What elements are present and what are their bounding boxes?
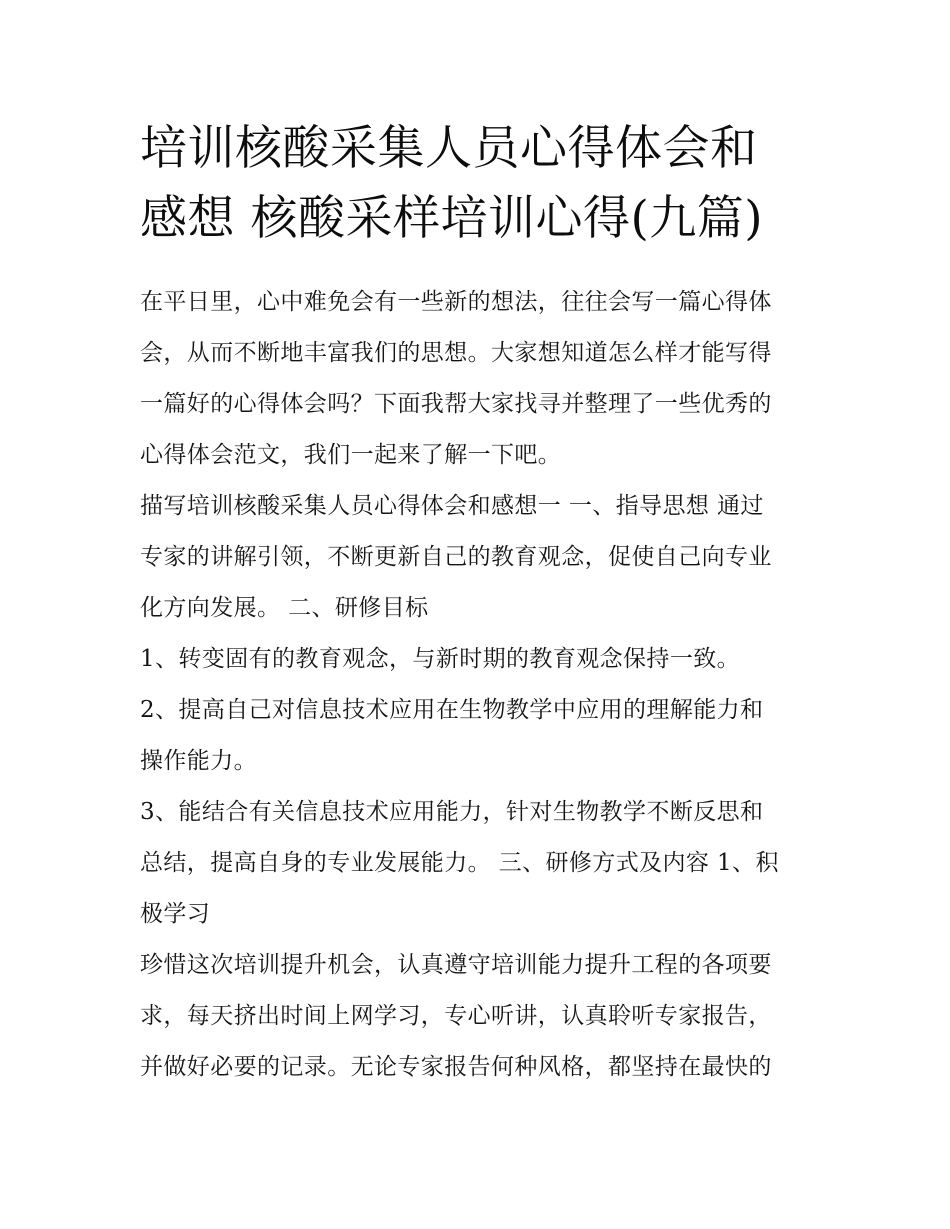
document-title [140,114,820,254]
paragraph-line: 描写培训核酸采集人员心得体会和感想一 一、指导思想 通过 [140,493,764,519]
paragraph-line: 操作能力。 [140,748,257,774]
paragraph-line: 一篇好的心得体会吗？下面我帮大家找寻并整理了一些优秀的 [140,391,772,417]
paragraph-line: 专家的讲解引领，不断更新自己的教育观念，促使自己向专业 [140,544,772,570]
paragraph-line: 心得体会范文，我们一起来了解一下吧。 [140,442,562,468]
paragraph-line: 3、能结合有关信息技术应用能力，针对生物教学不断反思和 [140,799,764,825]
paragraph-line: 珍惜这次培训提升机会，认真遵守培训能力提升工程的各项要 [140,952,772,978]
paragraph-line: 在平日里，心中难免会有一些新的想法，往往会写一篇心得体 [140,289,772,315]
paragraph-line: 总结，提高自身的专业发展能力。 三、研修方式及内容 1、积 [140,850,779,876]
paragraph-line: 会，从而不断地丰富我们的思想。大家想知道怎么样才能写得 [140,340,772,366]
paragraph-line: 1、转变固有的教育观念，与新时期的教育观念保持一致。 [140,646,741,672]
paragraph-line: 2、提高自己对信息技术应用在生物教学中应用的理解能力和 [140,697,764,723]
paragraph-line: 求，每天挤出时间上网学习，专心听讲，认真聆听专家报告， [140,1003,772,1029]
title-line: 感想 核酸采样培训心得(九篇) [140,191,764,246]
paragraph-line: 化方向发展。 二、研修目标 [140,595,429,621]
paragraph-line: 并做好必要的记录。无论专家报告何种风格，都坚持在最快的 [140,1054,772,1080]
title-line: 培训核酸采集人员心得体会和 [140,121,758,176]
document-body [140,277,820,1093]
paragraph-line: 极学习 [140,901,211,927]
